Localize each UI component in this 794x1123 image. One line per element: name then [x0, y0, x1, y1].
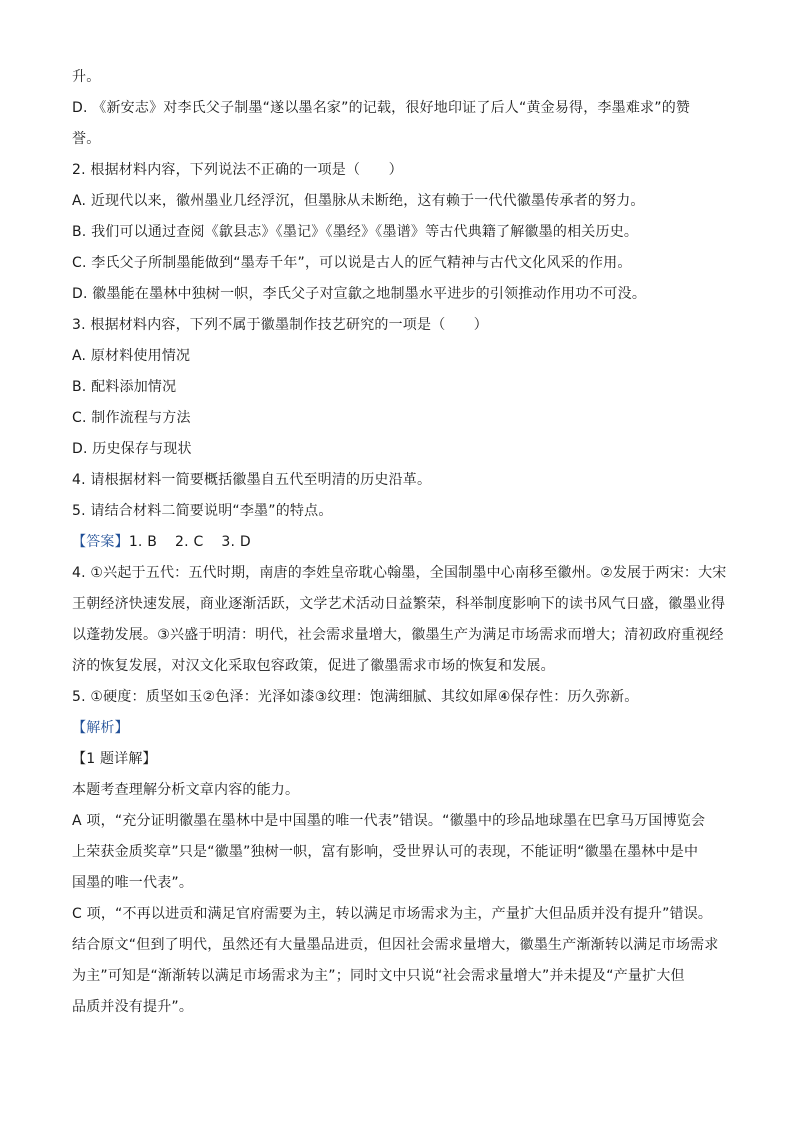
answer-4-text: 以蓬勃发展。③兴盛于明清：明代，社会需求量增大，徽墨生产为满足市场需求而增大；清初政府重视经 [72, 627, 724, 643]
question-5: 5. 请结合材料二简要说明“李墨”的特点。 [72, 503, 333, 519]
document-page [72, 62, 727, 1023]
answer-5-text: 5. ①硬度：质坚如玉②色泽：光泽如漆③纹理：饱满细腻、其纹如犀④保存性：历久弥新。 [72, 689, 639, 705]
answer-1: 1. B [128, 534, 158, 550]
option-a: A. 原材料使用情况 [72, 348, 191, 364]
text-line: 为主”可知是“渐渐转以满足市场需求为主”；同时文中只说“社会需求量增大”并未提及“产量扩大但 [72, 968, 685, 984]
section-heading: 【1 题详解】 [72, 751, 157, 767]
text-line: 上荣获金质奖章”只是“徽墨”独树一帜，富有影响，受世界认可的表现，不能证明“徽墨在墨林中是中 [72, 844, 699, 860]
option-b: B. 配料添加情况 [72, 379, 177, 395]
text-line: 国墨的唯一代表”。 [72, 875, 194, 891]
answer-line [72, 527, 722, 558]
answer-2: 2. C [175, 534, 204, 550]
answer-4-text: 王朝经济快速发展，商业逐渐活跃，文学艺术活动日益繁荣，科举制度影响下的读书风气日盛，徽墨业得 [72, 596, 726, 612]
text-line: 升。 [72, 69, 101, 85]
option-c: C. 制作流程与方法 [72, 410, 191, 426]
question-2: 2. 根据材料内容，下列说法不正确的一项是（ ） [72, 162, 403, 178]
text-line: 品质并没有提升”。 [72, 999, 194, 1015]
text-line: A 项，“充分证明徽墨在墨林中是中国墨的唯一代表”错误。“徽墨中的珍品地球墨在巴拿马万国博览会 [72, 813, 706, 829]
option-b: B. 我们可以通过查阅《歙县志》《墨记》《墨经》《墨谱》等古代典籍了解徽墨的相关历史。 [72, 224, 639, 240]
option-d: D. 徽墨能在墨林中独树一帜，李氏父子对宣歙之地制墨水平进步的引领推动作用功不可没。 [72, 286, 647, 302]
option-a: A. 近现代以来，徽州墨业几经浮沉，但墨脉从未断绝，这有赖于一代代徽墨传承者的努力。 [72, 193, 645, 209]
text-line: 本题考查理解分析文章内容的能力。 [72, 782, 300, 798]
option-c: C. 李氏父子所制墨能做到“墨寿千年”，可以说是古人的匠气精神与古代文化风采的作用。 [72, 255, 632, 271]
text-line: 誉。 [72, 131, 101, 147]
answer-3: 3. D [221, 534, 251, 550]
question-4: 4. 请根据材料一简要概括徽墨自五代至明清的历史沿革。 [72, 472, 432, 488]
answer-4-text: 济的恢复发展，对汉文化采取包容政策，促进了徽墨需求市场的恢复和发展。 [72, 658, 555, 674]
text-line: C 项，“不再以进贡和满足官府需要为主，转以满足市场需求为主，产量扩大但品质并没有提升”错误。 [72, 906, 713, 922]
analysis-tag: 【解析】 [72, 720, 129, 736]
option-d: D. 历史保存与现状 [72, 441, 192, 457]
text-line: D. 《新安志》对李氏父子制墨“遂以墨名家”的记载，很好地印证了后人“黄金易得，李墨难求”的赞 [72, 100, 691, 116]
question-3: 3. 根据材料内容，下列不属于徽墨制作技艺研究的一项是（ ） [72, 317, 489, 333]
answer-4-text: 4. ①兴起于五代：五代时期，南唐的李姓皇帝耽心翰墨，全国制墨中心南移至徽州。②发展于两宋：大宋 [72, 565, 727, 581]
text-line: 结合原文“但到了明代，虽然还有大量墨品进贡，但因社会需求量增大，徽墨生产渐渐转以满足市场需求 [72, 937, 719, 953]
answer-tag: 【答案】 [72, 534, 129, 550]
